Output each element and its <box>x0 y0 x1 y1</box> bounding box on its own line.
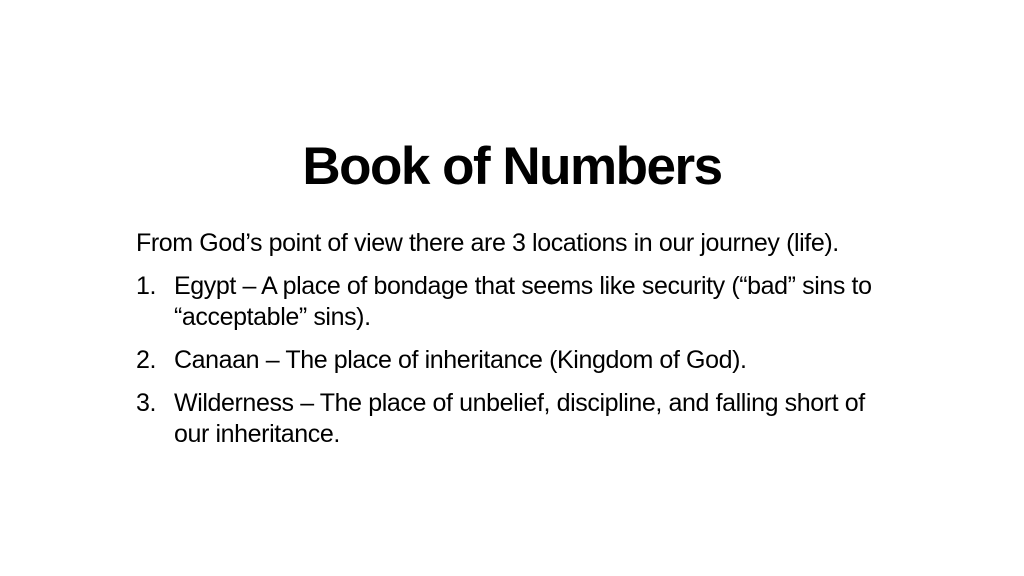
intro-paragraph: From God’s point of view there are 3 locations in our journey (life). <box>136 229 839 257</box>
list-item-egypt <box>136 271 876 333</box>
list-item-number: 1. <box>136 272 157 300</box>
list-item-canaan <box>136 345 876 376</box>
locations-list <box>136 271 876 450</box>
slide-title: Book of Numbers <box>302 137 722 196</box>
list-item-number: 3. <box>136 389 157 417</box>
list-item-text: Wilderness – The place of unbelief, discipline, and falling short of our inheritance. <box>174 389 865 448</box>
list-item-wilderness <box>136 388 876 450</box>
list-item-text: Canaan – The place of inheritance (Kingdom of God). <box>174 346 747 374</box>
slide-body <box>136 228 876 462</box>
list-item-number: 2. <box>136 346 157 374</box>
list-item-text: Egypt – A place of bondage that seems like security (“bad” sins to “acceptable” sins). <box>174 272 872 331</box>
